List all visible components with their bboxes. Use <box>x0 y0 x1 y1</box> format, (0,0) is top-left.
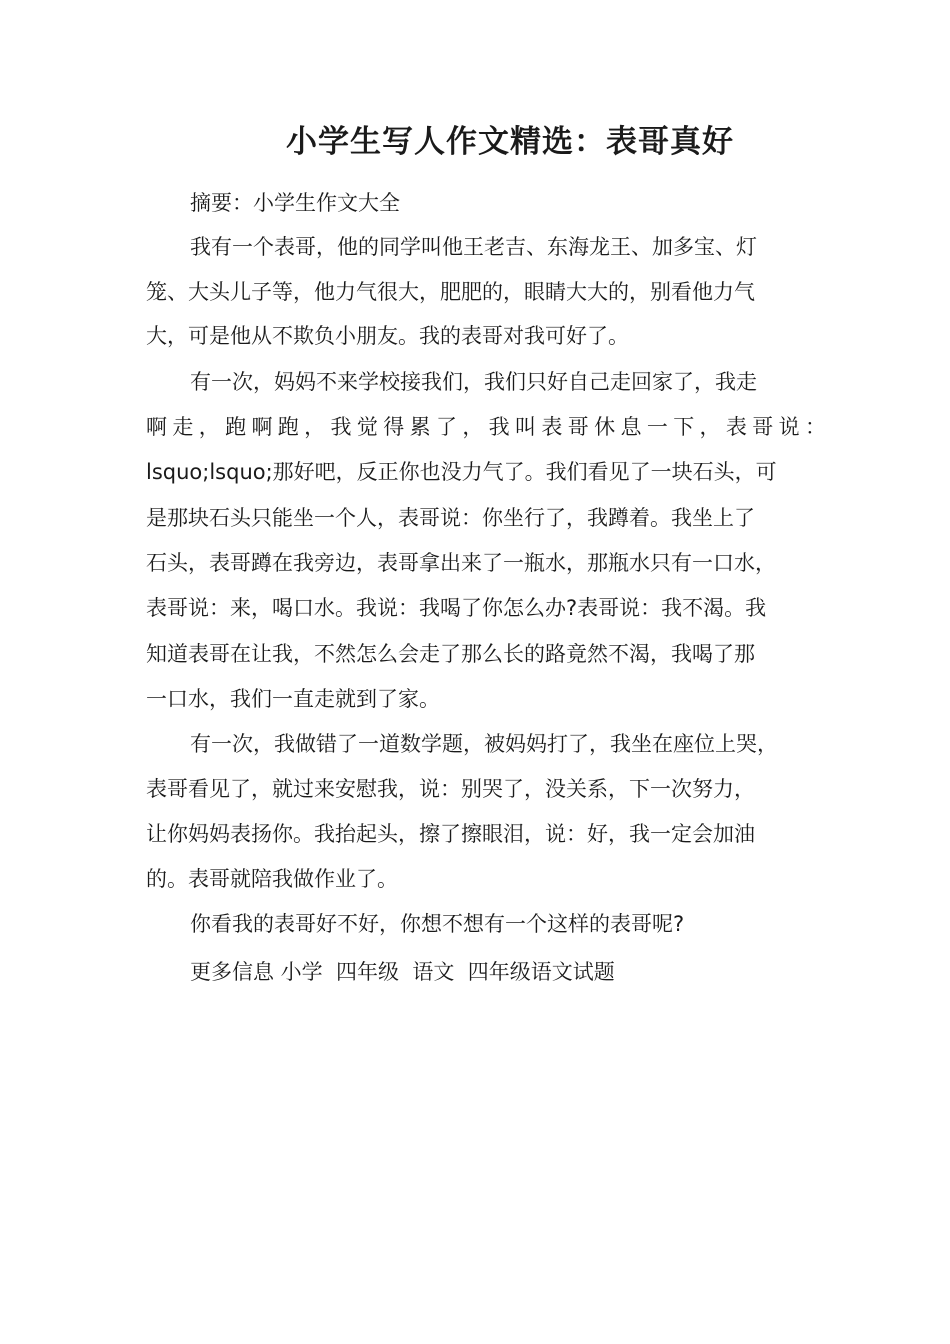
body-line: 笼、大头儿子等，他力气很大，肥肥的，眼睛大大的，别看他力气 <box>146 280 755 304</box>
body-line: 有一次，我做错了一道数学题，被妈妈打了，我坐在座位上哭， <box>190 732 778 756</box>
body-line: 有一次，妈妈不来学校接我们，我们只好自己走回家了，我走 <box>190 370 757 394</box>
body-line: 的。表哥就陪我做作业了。 <box>146 867 398 891</box>
body-line: lsquo;lsquo;那好吧，反正你也没力气了。我们看见了一块石头，可 <box>146 460 777 484</box>
body-line: 啊走，跑啊跑，我觉得累了，我叫表哥休息一下，表哥说： <box>146 415 826 439</box>
body-line: 你看我的表哥好不好，你想不想有一个这样的表哥呢? <box>190 912 685 936</box>
body-line: 大，可是他从不欺负小朋友。我的表哥对我可好了。 <box>146 324 629 348</box>
body-line: 知道表哥在让我，不然怎么会走了那么长的路竟然不渴，我喝了那 <box>146 642 755 666</box>
body-line: 一口水，我们一直走就到了家。 <box>146 687 440 711</box>
body-line: 我有一个表哥，他的同学叫他王老吉、东海龙王、加多宝、灯 <box>190 235 757 259</box>
body-line: 表哥说：来，喝口水。我说：我喝了你怎么办?表哥说：我不渴。我 <box>146 596 767 620</box>
document-title: 小学生写人作文精选：表哥真好 <box>286 124 734 160</box>
more-info-line: 更多信息 小学 四年级 语文 四年级语文试题 <box>190 960 615 984</box>
abstract-line: 摘要：小学生作文大全 <box>190 191 400 215</box>
body-line: 石头，表哥蹲在我旁边，表哥拿出来了一瓶水，那瓶水只有一口水， <box>146 551 776 575</box>
body-line: 让你妈妈表扬你。我抬起头，擦了擦眼泪，说：好，我一定会加油 <box>146 822 755 846</box>
body-line: 是那块石头只能坐一个人，表哥说：你坐行了，我蹲着。我坐上了 <box>146 506 755 530</box>
body-line: 表哥看见了，就过来安慰我，说：别哭了，没关系，下一次努力， <box>146 777 755 801</box>
